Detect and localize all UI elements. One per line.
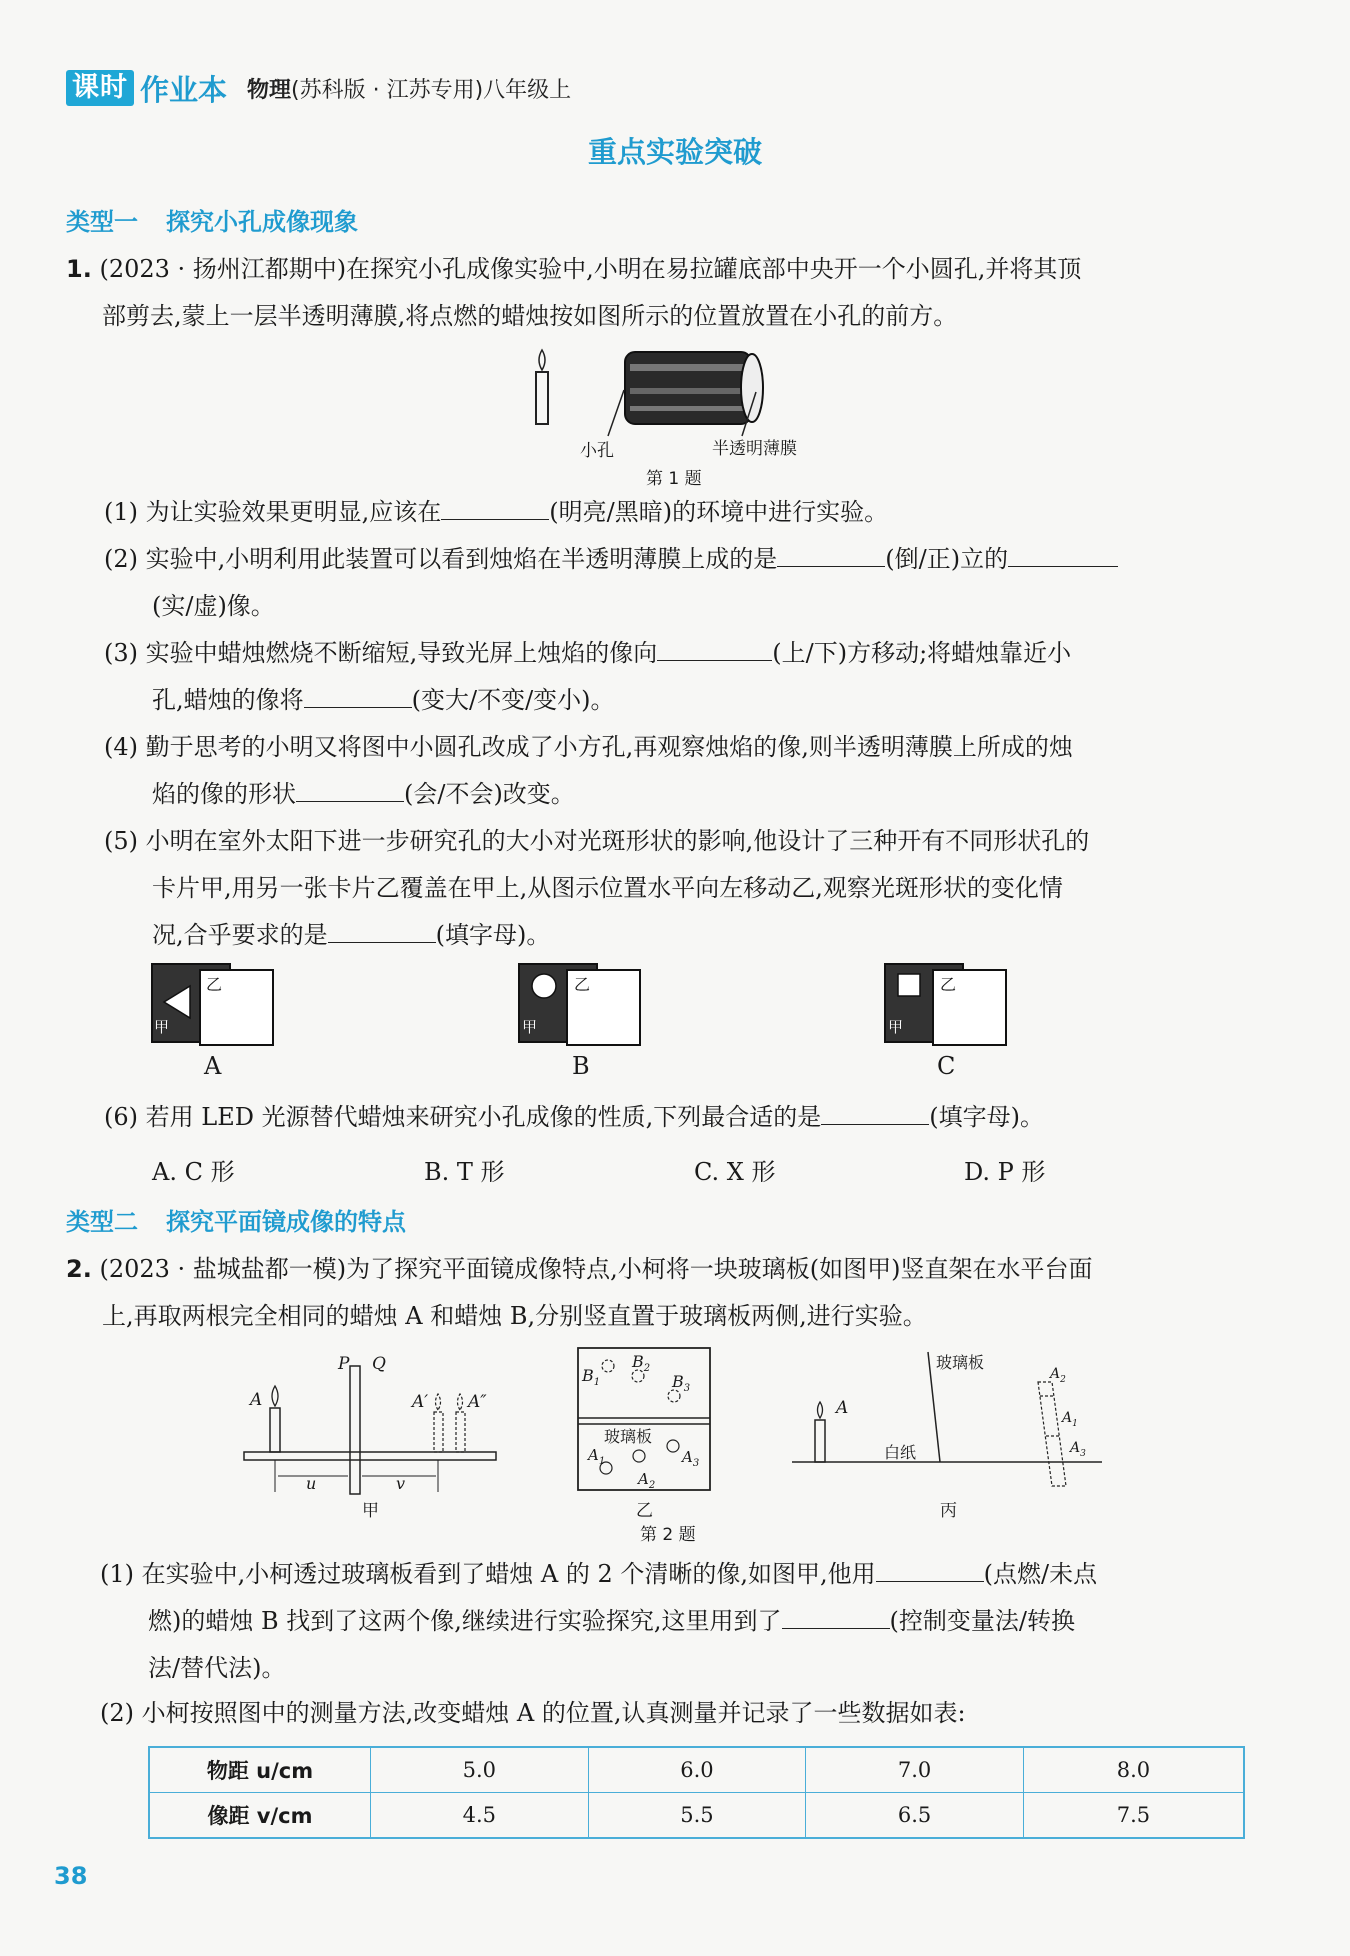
fig2-bing-a3: $A_3$ — [1070, 1440, 1086, 1459]
type1-label: 类型一 — [66, 208, 138, 236]
answer-blank[interactable] — [876, 1557, 984, 1582]
type2-title: 探究平面镜成像的特点 — [166, 1208, 406, 1236]
section-title: 重点实验突破 — [587, 135, 762, 169]
candle-icon — [270, 1386, 280, 1452]
q1-sub4 — [104, 724, 1254, 818]
q1-s2-pre: (2) 实验中,小明利用此装置可以看到烛焰在半透明薄膜上成的是 — [104, 545, 778, 573]
fig2-bing-paper: 白纸 — [884, 1443, 917, 1462]
q1-sub6 — [104, 1094, 1254, 1141]
q1-sub1 — [104, 489, 1254, 536]
table-head-image-distance: 像距 v/cm — [149, 1793, 371, 1839]
q1-s4-line2-pre: 焰的像的形状 — [152, 780, 296, 808]
card-c-jia: 甲 — [888, 1018, 904, 1036]
fig2-lbl-a-3: $A_3$ — [682, 1448, 700, 1469]
q1-number: 1. — [66, 255, 92, 283]
header — [66, 70, 571, 106]
card-b-label: B — [572, 1052, 590, 1080]
q2-s1-pre: (1) 在实验中,小柯透过玻璃板看到了蜡烛 A 的 2 个清晰的像,如图甲,他用 — [100, 1560, 876, 1588]
edition: (苏科版 · 江苏专用)八年级上 — [291, 77, 572, 103]
fig2-lbl-u: u — [306, 1474, 317, 1493]
table-cell: 6.0 — [588, 1747, 806, 1793]
tilted-image-icon — [1038, 1382, 1066, 1486]
fig2-lbl-p: P — [338, 1354, 350, 1374]
fig2-bing-glass: 玻璃板 — [936, 1353, 985, 1372]
table-head-object-distance: 物距 u/cm — [149, 1747, 371, 1793]
q2-line1: (2023 · 盐城盐都一模)为了探究平面镜成像特点,小柯将一块玻璃板(如图甲)竖直架在水平台面 — [99, 1255, 1093, 1283]
q2-s1-mid: (点燃/未点 — [983, 1560, 1098, 1588]
type1-heading — [66, 202, 358, 237]
q2-s1-line2-post: (控制变量法/转换 — [889, 1607, 1075, 1635]
fig2-lbl-a2: A″ — [468, 1392, 487, 1412]
q2-sub1 — [100, 1551, 1250, 1692]
table-row — [149, 1747, 1244, 1793]
fig1-caption: 第 1 题 — [646, 469, 702, 489]
q1-s5-line3-post: (填字母)。 — [435, 921, 551, 949]
card-c-label: C — [937, 1052, 956, 1080]
q1-s5-line1: (5) 小明在室外太阳下进一步研究孔的大小对光斑形状的影响,他设计了三种开有不同形状孔的 — [104, 827, 1090, 855]
answer-blank[interactable] — [657, 636, 772, 661]
q1-s6-post: (填字母)。 — [929, 1103, 1044, 1131]
type1-title: 探究小孔成像现象 — [166, 208, 358, 236]
q1-s1-pre: (1) 为让实验效果更明显,应该在 — [104, 498, 442, 526]
table-cell: 4.5 — [371, 1793, 589, 1839]
q1-s4-line2-post: (会/不会)改变。 — [404, 780, 575, 808]
table-cell: 7.5 — [1023, 1793, 1244, 1839]
answer-blank[interactable] — [777, 542, 885, 567]
page-number: 38 — [54, 1862, 88, 1890]
circle-hole-icon — [532, 974, 556, 998]
image-candle-icon — [434, 1394, 465, 1452]
q2-s1-line3: 法/替代法)。 — [148, 1654, 286, 1682]
q1-s1-post: (明亮/黑暗)的环境中进行实验。 — [549, 498, 889, 526]
fig2-lbl-a-2: $A_2$ — [638, 1470, 656, 1491]
table-cell: 5.0 — [371, 1747, 589, 1793]
q2-sub2: (2) 小柯按照图中的测量方法,改变蜡烛 A 的位置,认真测量并记录了一些数据如表: — [100, 1699, 966, 1727]
table-cell: 6.5 — [806, 1793, 1024, 1839]
q1-option-d[interactable]: D. P 形 — [964, 1158, 1046, 1186]
q1-sub2 — [104, 536, 1254, 630]
fig2-yi-glass: 玻璃板 — [604, 1427, 653, 1446]
card-b-yi: 乙 — [574, 975, 591, 994]
q2-line2: 上,再取两根完全相同的蜡烛 A 和蜡烛 B,分别竖直置于玻璃板两侧,进行实验。 — [102, 1302, 927, 1330]
can-icon — [625, 352, 763, 424]
fig2-lbl-b3: $B_3$ — [672, 1372, 691, 1395]
q1-s5-line2: 卡片甲,用另一张卡片乙覆盖在甲上,从图示位置水平向左移动乙,观察光斑形状的变化情 — [152, 874, 1063, 902]
fig2-lbl-b1: $B_1$ — [582, 1366, 601, 1389]
fig2-lbl-v: v — [396, 1474, 406, 1493]
fig2-lbl-a: A — [250, 1390, 263, 1410]
answer-blank[interactable] — [782, 1604, 890, 1629]
q1-sub5 — [104, 818, 1254, 959]
q1-sub3 — [104, 630, 1254, 724]
card-a-jia: 甲 — [154, 1018, 170, 1036]
logo-text: 作业本 — [140, 72, 228, 107]
book-title — [247, 73, 571, 104]
card-c-yi: 乙 — [940, 975, 957, 994]
card-a-yi: 乙 — [206, 975, 223, 994]
q2-figure-jia — [238, 1352, 508, 1502]
type2-label: 类型二 — [66, 1208, 138, 1236]
answer-blank[interactable] — [304, 683, 412, 708]
q2-number: 2. — [66, 1255, 92, 1283]
table-cell: 5.5 — [588, 1793, 806, 1839]
fig2-bing-a2: $A_2$ — [1050, 1366, 1066, 1385]
q1-s3-pre: (3) 实验中蜡烛燃烧不断缩短,导致光屏上烛焰的像向 — [104, 639, 658, 667]
q1-s3-line2-pre: 孔,蜡烛的像将 — [152, 686, 304, 714]
data-table — [148, 1746, 1245, 1839]
fig2-lbl-b2: $B_2$ — [632, 1352, 651, 1375]
subject: 物理 — [247, 77, 292, 103]
q1-s2-mid: (倒/正)立的 — [885, 545, 1009, 573]
q1-s5-line3-pre: 况,合乎要求的是 — [152, 921, 328, 949]
type2-heading — [66, 1202, 406, 1237]
fig2-lbl-a1: A′ — [412, 1392, 429, 1412]
answer-blank[interactable] — [296, 777, 404, 802]
answer-blank[interactable] — [1008, 542, 1118, 567]
table-row — [149, 1793, 1244, 1839]
q1-s3-line2-post: (变大/不变/变小)。 — [411, 686, 615, 714]
q1-line1: (2023 · 扬州江都期中)在探究小孔成像实验中,小明在易拉罐底部中央开一个小圆孔,并将其顶 — [99, 255, 1082, 283]
q1-stem — [66, 246, 1256, 340]
fig2-bing-label: 丙 — [940, 1501, 957, 1521]
q1-s3-mid: (上/下)方移动;将蜡烛靠近小 — [772, 639, 1072, 667]
card-a-label: A — [204, 1052, 222, 1080]
q1-line2: 部剪去,蒙上一层半透明薄膜,将点燃的蜡烛按如图所示的位置放置在小孔的前方。 — [102, 302, 958, 330]
answer-blank[interactable] — [328, 918, 436, 943]
q1-option-c[interactable]: C. X 形 — [694, 1158, 776, 1186]
table-cell: 8.0 — [1023, 1747, 1244, 1793]
card-b-jia: 甲 — [522, 1018, 538, 1036]
logo-box: 课时 — [66, 70, 134, 106]
fig2-lbl-a-1: $A_1$ — [588, 1446, 606, 1467]
fig2-caption: 第 2 题 — [640, 1525, 696, 1545]
q1-s2-line2: (实/虚)像。 — [152, 592, 275, 620]
q2-s1-line2-pre: 燃)的蜡烛 B 找到了这两个像,继续进行实验探究,这里用到了 — [148, 1607, 782, 1635]
fig2-yi-label: 乙 — [636, 1501, 653, 1521]
q1-s4-line1: (4) 勤于思考的小明又将图中小圆孔改成了小方孔,再观察烛焰的像,则半透明薄膜上所成的烛 — [104, 733, 1073, 761]
candle-icon — [815, 1402, 825, 1462]
q1-option-b[interactable]: B. T 形 — [424, 1158, 505, 1186]
table-cell: 7.0 — [806, 1747, 1024, 1793]
answer-blank[interactable] — [441, 495, 549, 520]
fig2-bing-lbl-a: A — [836, 1398, 849, 1418]
answer-blank[interactable] — [821, 1100, 929, 1125]
candle-icon — [536, 350, 548, 424]
fig2-lbl-q: Q — [372, 1354, 386, 1374]
q1-option-a[interactable]: A. C 形 — [152, 1158, 235, 1186]
q2-stem — [66, 1246, 1256, 1340]
fig2-bing-a1: $A_1$ — [1062, 1410, 1078, 1429]
square-hole-icon — [898, 974, 920, 996]
fig2-jia-label: 甲 — [362, 1501, 379, 1521]
fig1-label-film: 半透明薄膜 — [712, 439, 797, 459]
fig1-label-hole: 小孔 — [580, 441, 614, 461]
q1-s6-pre: (6) 若用 LED 光源替代蜡烛来研究小孔成像的性质,下列最合适的是 — [104, 1103, 822, 1131]
